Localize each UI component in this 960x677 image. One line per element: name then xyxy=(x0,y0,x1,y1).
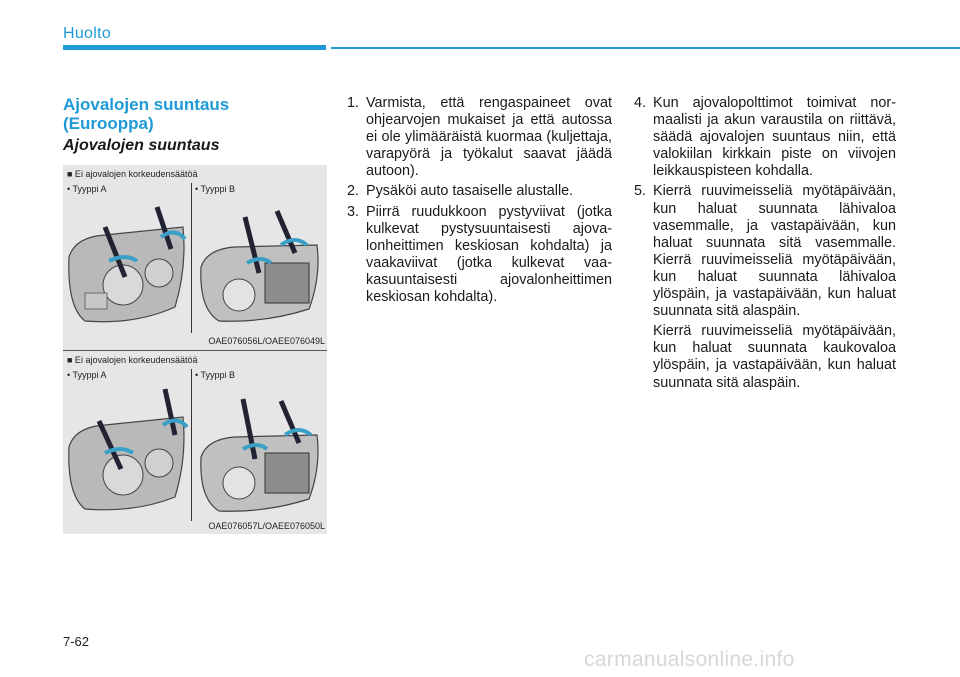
step-5 xyxy=(634,183,896,320)
figure-1-header: ■ Ei ajovalojen korkeudensäätöä xyxy=(67,169,198,179)
figure-1-divider xyxy=(191,183,192,333)
figure-2 xyxy=(63,350,327,534)
figure-2-headlamp-a-illustration xyxy=(65,383,189,519)
step-1-text: Varmista, että rengaspaineet ovat ohjearvojen mukaiset ja että autossa ei ole ylimääräistä kuormaa (kuljettaja, varapyörä ja työkalut saavat jäädä autoon). xyxy=(366,95,612,180)
step-2-number: 2. xyxy=(347,183,360,200)
step-5-text: Kierrä ruuvimeisseliä myötäpäivään, kun haluat suunnata lähivaloa vasemmalle, ja vastapäivään, kun haluat suunnata sitä vasemmalle. Kierrä ruuvimeisseliä myötäpäivään, kun haluat suunnata lähivaloa ylöspäin, ja vastapäivään, kun haluat suunnata sitä alaspäin. xyxy=(653,183,896,320)
step-1-number: 1. xyxy=(347,95,360,111)
step-4 xyxy=(634,95,896,180)
step-3-text: Piirrä ruudukkoon pystyviivat (jotka kulkevat pystysuuntaisesti ajovalonheittimen keskiosan kohdalta) ja vaakaviivat (jotka kulkevat vaakasuuntaisesti ajovalonheittimen keskiosan kohdalta). xyxy=(366,203,612,306)
footer-watermark[interactable]: carmanualsonline.info xyxy=(584,648,795,671)
figure-1-headlamp-b-illustration xyxy=(195,197,323,333)
step-4-number: 4. xyxy=(634,95,647,111)
step-2-text: Pysäköi auto tasaiselle alustalle. xyxy=(366,183,574,200)
section-title: Huolto xyxy=(63,25,112,42)
figure-1-code: OAE076056L/OAEE076049L xyxy=(208,336,325,346)
steps-column-2 xyxy=(634,95,896,392)
figure-2-headlamp-b-illustration xyxy=(195,383,323,519)
figure-1-headlamp-a-illustration xyxy=(65,197,189,333)
header-rule-thick xyxy=(63,45,326,50)
page-number: 7-62 xyxy=(63,634,90,649)
figure-2-type-a-label: • Tyyppi A xyxy=(67,370,107,380)
figure-2-divider xyxy=(191,369,192,521)
step-3-number: 3. xyxy=(347,203,360,220)
step-5-number: 5. xyxy=(634,183,647,200)
page-heading: Ajovalojen suuntaus (Eurooppa) xyxy=(63,95,230,133)
step-4-text: Kun ajovalopolttimot toimivat normaalisti ja akun varaustila on riittävä, säädä ajovalojen suuntaus niin, että valokiilan kirkkain piste on viivojen leikkauspisteen kohdalla. xyxy=(653,95,896,180)
page-subheading: Ajovalojen suuntaus xyxy=(63,137,220,154)
figure-1-type-b-label: • Tyyppi B xyxy=(195,184,236,194)
step-5-continuation: Kierrä ruuvimeisseliä myötäpäivään, kun haluat suunnata kaukovaloa ylöspäin, ja vastapäivään, kun haluat suunnata sitä alaspäin. xyxy=(653,323,896,391)
step-1 xyxy=(347,95,612,180)
steps-column-1 xyxy=(347,95,612,309)
figure-1 xyxy=(63,165,327,350)
figure-2-type-b-label: • Tyyppi B xyxy=(195,370,236,380)
figure-1-type-a-label: • Tyyppi A xyxy=(67,184,107,194)
figure-2-header: ■ Ei ajovalojen korkeudensäätöä xyxy=(67,355,198,365)
step-2 xyxy=(347,183,612,200)
step-3 xyxy=(347,204,612,307)
figure-2-code: OAE076057L/OAEE076050L xyxy=(208,521,325,531)
header-rule-thin xyxy=(331,47,960,49)
